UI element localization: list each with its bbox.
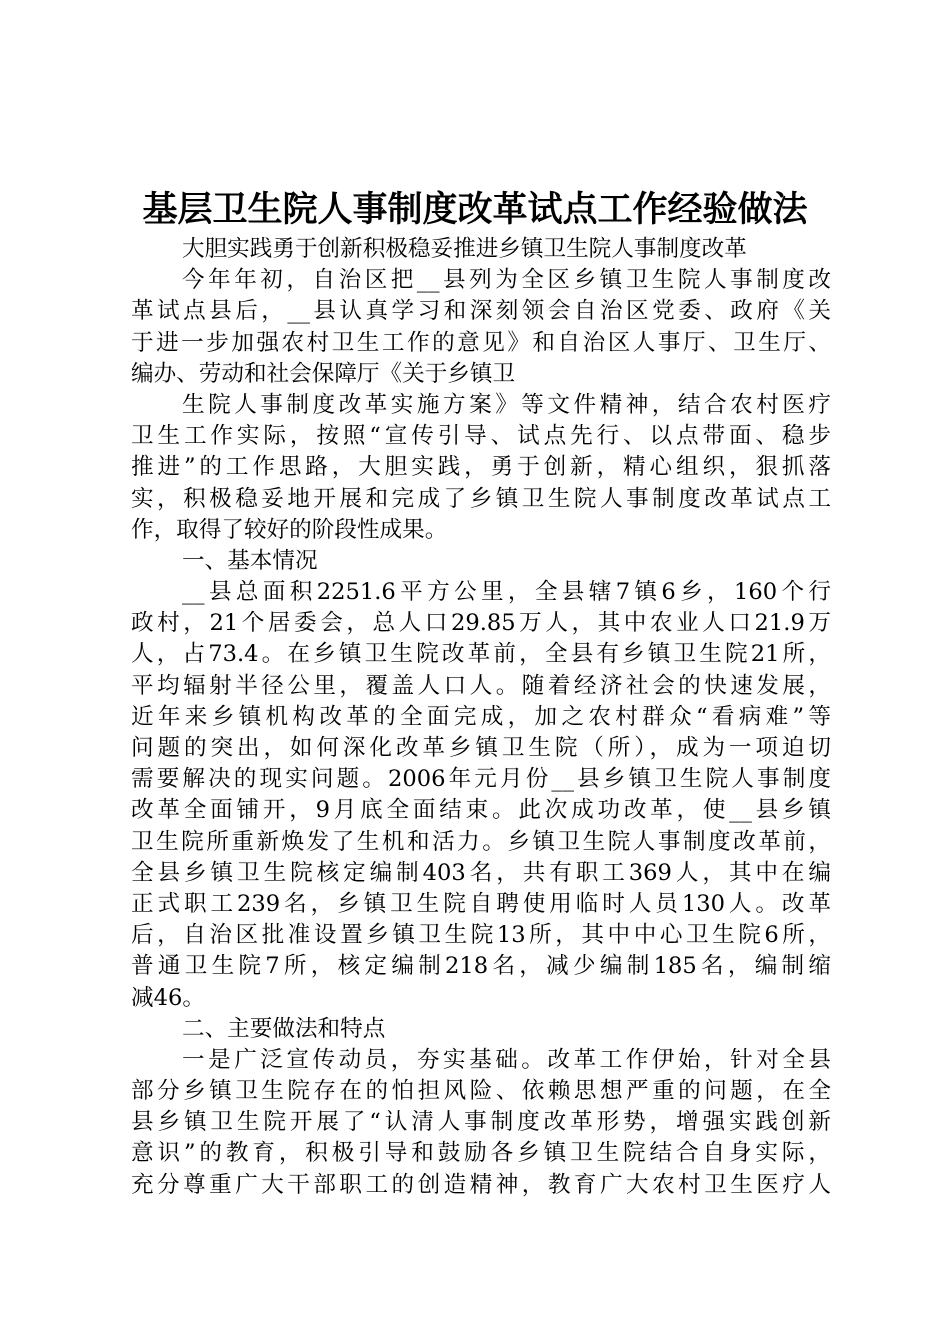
paragraph-line: 卫生院所重新焕发了生机和活力。乡镇卫生院人事制度改革前， <box>131 828 831 855</box>
paragraph-line: 县乡镇卫生院开展了“认清人事制度改革形势，增强实践创新 <box>131 1109 831 1136</box>
subtitle-line: 大胆实践勇于创新积极稳妥推进乡镇卫生院人事制度改革 <box>182 236 747 262</box>
document-title: 基层卫生院人事制度改革试点工作经验做法 <box>142 189 808 230</box>
paragraph-line: 充分尊重广大干部职工的创造精神，教育广大农村卫生医疗人 <box>131 1171 831 1198</box>
paragraph-line: __县总面积2251.6平方公里，全县辖7镇6乡，160个行 <box>182 579 831 606</box>
paragraph-line: 全县乡镇卫生院核定编制403名，共有职工369人，其中在编 <box>131 859 831 886</box>
paragraph-line: 人，占73.4。在乡镇卫生院改革前，全县有乡镇卫生院21所， <box>131 641 831 668</box>
paragraph-line: 一是广泛宣传动员，夯实基础。改革工作伊始，针对全县 <box>182 1046 831 1073</box>
paragraph-line: 需要解决的现实问题。2006年元月份__县乡镇卫生院人事制度 <box>131 766 831 793</box>
section-heading: 二、主要做法和特点 <box>182 1015 386 1042</box>
paragraph-line: 近年来乡镇机构改革的全面完成，加之农村群众“看病难”等 <box>131 703 831 730</box>
paragraph-line: 后，自治区批准设置乡镇卫生院13所，其中中心卫生院6所， <box>131 922 831 949</box>
paragraph-line: 生院人事制度改革实施方案》等文件精神，结合农村医疗 <box>182 391 831 418</box>
paragraph-line: 作，取得了较好的阶段性成果。 <box>131 516 448 543</box>
paragraph-line: 问题的突出，如何深化改革乡镇卫生院（所），成为一项迫切 <box>131 735 831 761</box>
paragraph-line: 推进”的工作思路，大胆实践，勇于创新，精心组织，狠抓落 <box>131 454 831 481</box>
paragraph-line: 于进一步加强农村卫生工作的意见》和自治区人事厅、卫生厅、 <box>131 329 831 356</box>
paragraph-line: 今年年初，自治区把__县列为全区乡镇卫生院人事制度改 <box>182 267 831 294</box>
paragraph-line: 减46。 <box>131 984 205 1011</box>
paragraph-line: 普通卫生院7所，核定编制218名，减少编制185名，编制缩 <box>131 953 831 980</box>
paragraph-line: 实，积极稳妥地开展和完成了乡镇卫生院人事制度改革试点工 <box>131 485 831 512</box>
document-body <box>131 234 831 1201</box>
section-heading: 一、基本情况 <box>182 547 318 574</box>
paragraph-line: 部分乡镇卫生院存在的怕担风险、依赖思想严重的问题，在全 <box>131 1078 831 1105</box>
paragraph-line: 正式职工239名，乡镇卫生院自聘使用临时人员130人。改革 <box>131 890 831 917</box>
paragraph-line: 意识”的教育，积极引导和鼓励各乡镇卫生院结合自身实际， <box>131 1140 831 1167</box>
paragraph-line: 平均辐射半径公里，覆盖人口人。随着经济社会的快速发展， <box>131 672 831 699</box>
paragraph-line: 卫生工作实际，按照“宣传引导、试点先行、以点带面、稳步 <box>131 423 831 450</box>
paragraph-line: 革试点县后，__县认真学习和深刻领会自治区党委、政府《关 <box>131 298 831 325</box>
paragraph-line: 政村，21个居委会，总人口29.85万人，其中农业人口21.9万 <box>131 610 831 637</box>
paragraph-line: 改革全面铺开，9月底全面结束。此次成功改革，使__县乡镇 <box>131 797 831 824</box>
paragraph-line: 编办、劳动和社会保障厅《关于乡镇卫 <box>131 360 516 387</box>
